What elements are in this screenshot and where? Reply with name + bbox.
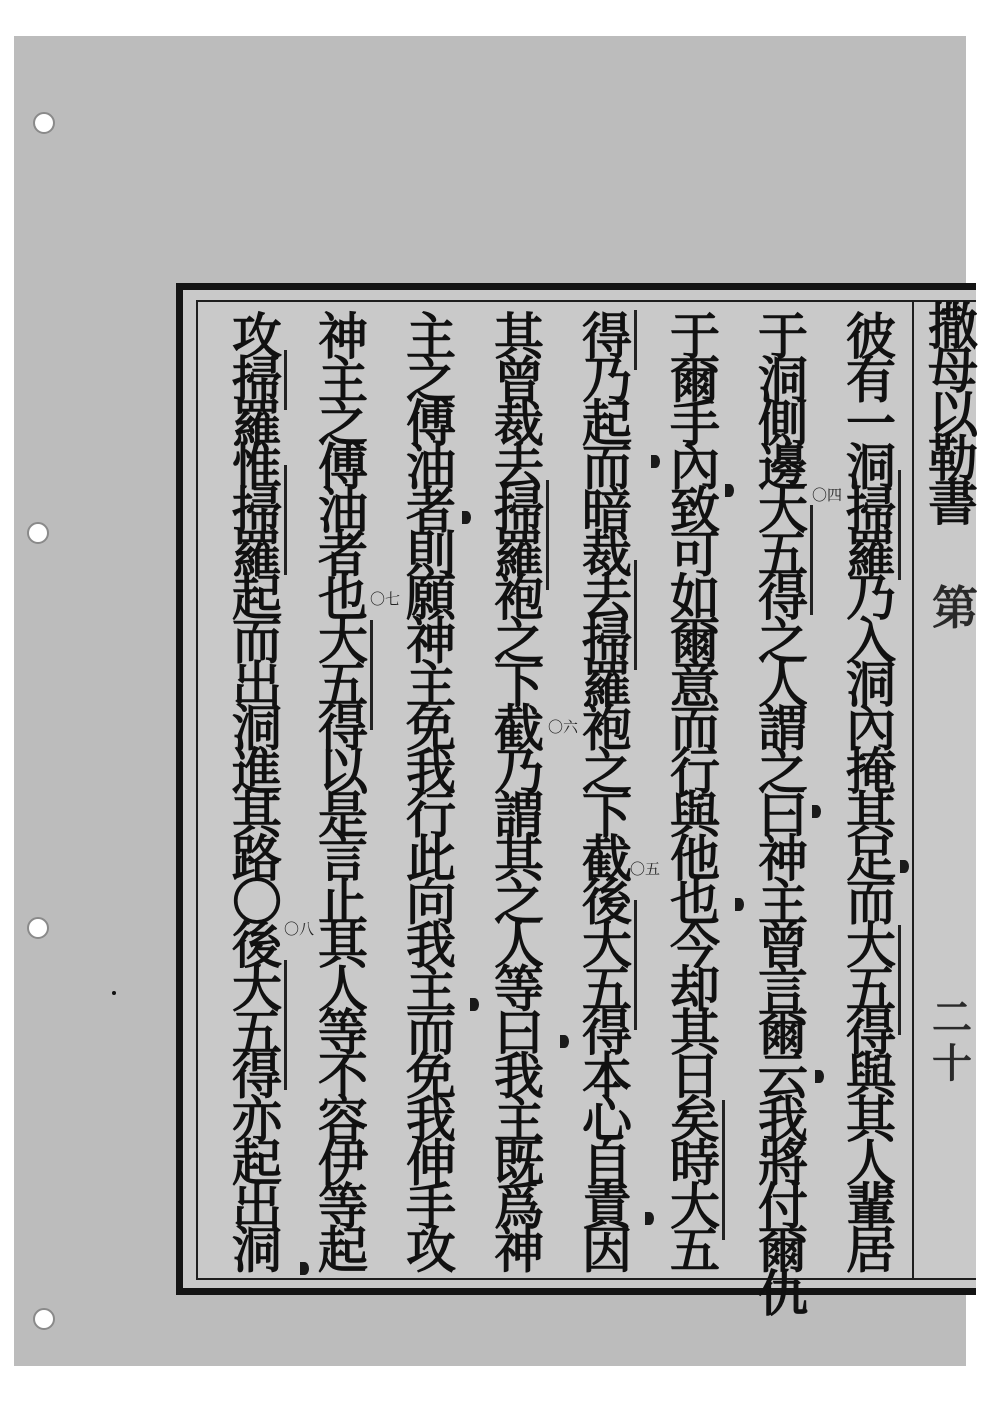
scan-speck	[112, 991, 116, 995]
text-column-5: 其曾裁去掃羅袍之下截乃謂其之人等曰我主既爲神	[486, 310, 545, 1267]
binder-hole-1	[33, 112, 55, 134]
punctuation-mark	[462, 511, 471, 524]
name-rule	[370, 620, 373, 730]
punctuation-mark	[651, 455, 660, 468]
binder-hole-4	[33, 1308, 55, 1330]
name-rule	[898, 470, 901, 580]
punctuation-mark	[735, 898, 744, 911]
punctuation-mark	[470, 998, 479, 1011]
binder-hole-2	[27, 522, 49, 544]
name-rule	[634, 900, 637, 1030]
verse-marker: 〇五	[630, 860, 661, 878]
header-divider	[912, 300, 914, 1280]
name-rule	[284, 350, 287, 410]
punctuation-mark	[900, 860, 909, 873]
verse-marker: 〇六	[548, 718, 579, 736]
text-column-1: 彼有一洞掃羅乃入洞內掩其足而大五得與其人輩居	[838, 310, 897, 1267]
name-rule	[810, 505, 813, 615]
name-rule	[722, 1100, 725, 1240]
text-column-6: 主之傅油者則願神主免我行此向我主而免我伸手攻	[398, 310, 457, 1267]
text-column-7: 神主之傅油者也大五得以是言止其人等不容伊等起	[310, 310, 369, 1267]
punctuation-mark	[560, 1035, 569, 1048]
name-rule	[898, 925, 901, 1035]
text-column-4: 得乃起而暗裁去掃羅袍之下截後大五得本心自責因	[574, 310, 633, 1267]
header-strip	[932, 575, 978, 1280]
page-fragment: 二十	[932, 994, 972, 1087]
running-title: 撒母以勒書	[920, 300, 979, 520]
verse-marker: 〇四	[812, 486, 843, 504]
name-rule	[634, 310, 637, 370]
verse-marker: 〇七	[370, 590, 401, 608]
chapter-fragment: 第	[932, 581, 978, 635]
punctuation-mark	[812, 805, 821, 818]
text-column-2: 于洞側邊大五得之人謂之曰神主曾言爾云我將付爾仇	[750, 310, 809, 1311]
name-rule	[284, 465, 287, 575]
punctuation-mark	[815, 1070, 824, 1083]
verse-marker: 〇八	[284, 920, 315, 938]
punctuation-mark	[645, 1212, 654, 1225]
punctuation-mark	[300, 1262, 309, 1275]
text-column-8: 攻掃羅惟掃羅起而出洞進其路〇後大五得亦起出洞	[224, 310, 283, 1267]
punctuation-mark	[725, 484, 734, 497]
binder-hole-3	[27, 917, 49, 939]
name-rule	[284, 960, 287, 1090]
name-rule	[546, 480, 549, 590]
text-column-3: 于爾手內致可如爾意而行與他也今却其日矣時大五	[662, 310, 721, 1267]
name-rule	[634, 560, 637, 670]
